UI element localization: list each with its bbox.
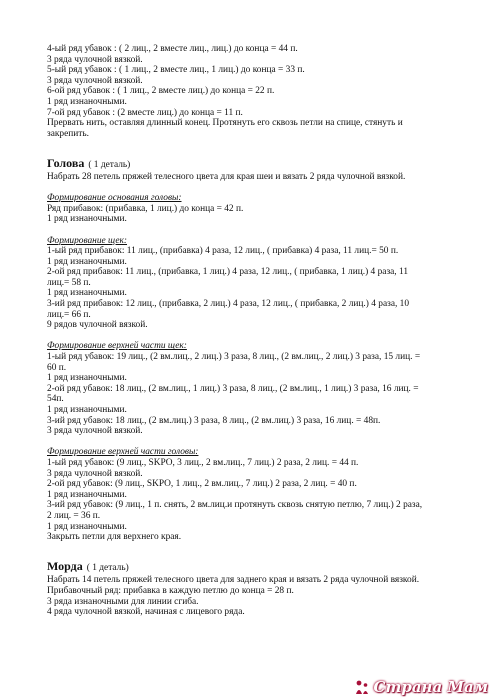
instruction-line: 1 ряд изнаночными. [47, 214, 127, 225]
instruction-line: закрепить. [47, 128, 90, 139]
section-title: Голова [47, 155, 85, 170]
instruction-line: 3 ряда чулочной вязкой. [47, 468, 143, 479]
instruction-line: 1 ряд изнаночными. [47, 489, 127, 500]
section-heading-snout [47, 557, 472, 575]
instruction-line: 3 ряда чулочной вязкой. [47, 54, 143, 65]
instruction-line: лиц.= 66 п. [47, 309, 91, 320]
instruction-line: 1 ряд изнаночными. [47, 373, 127, 384]
instruction-line: 3-ий ряд убавок: (9 лиц., 1 п. снять, 2 вм.лиц.и протянуть сквозь снятую петлю, 7 лиц.) 2 раза, [47, 500, 423, 511]
instruction-line: 3-ий ряд убавок: 18 лиц., (2 вм.лиц.) 3 раза, 8 лиц., (2 вм.лиц.) 3 раза, 16 лиц. = 48п. [47, 415, 381, 426]
top-instructions [47, 44, 472, 139]
instruction-line: 3-ий ряд прибавок: 12 лиц., (прибавка, 2 лиц.) 4 раза, 12 лиц., ( прибавка, 2 лиц.) 4 раза, 10 [47, 299, 410, 310]
instruction-line: Набрать 14 петель пряжей телесного цвета для заднего края и вязать 2 ряда чулочной вязкой. [47, 575, 420, 586]
subsection-title: Формирование основания головы: [47, 193, 182, 204]
instruction-line: 1 ряд изнаночными. [47, 288, 127, 299]
instruction-line: 54п. [47, 394, 64, 405]
instruction-line: 4 ряда чулочной вязкой, начиная с лицевого ряда. [47, 607, 245, 618]
instruction-line: 5-ый ряд убавок : ( 1 лиц., 2 вместе лиц., 1 лиц.) до конца = 33 п. [47, 65, 305, 76]
subsection-title: Формирование верхней части головы: [47, 447, 199, 458]
instruction-line: 60 п. [47, 362, 67, 373]
instruction-line: 2-ой ряд убавок: 18 лиц., (2 вм.лиц., 1 лиц.) 3 раза, 8 лиц., (2 вм.лиц., 1 лиц.) 3 раза, 16 лиц. = [47, 383, 419, 394]
instruction-line: 6-ой ряд убавок : ( 1 лиц., 2 вместе лиц.) до конца = 22 п. [47, 86, 275, 97]
instruction-line: 1 ряд изнаночными. [47, 256, 127, 267]
instruction-line: 9 рядов чулочной вязкой. [47, 320, 148, 331]
watermark [353, 678, 488, 696]
section-title: Морда [47, 559, 83, 574]
instruction-line: 1 ряд изнаночными. [47, 521, 127, 532]
instruction-line: 1-ый ряд убавок: 19 лиц., (2 вм.лиц., 2 лиц.) 3 раза, 8 лиц., (2 вм.лиц., 2 лиц.) 3 раза, 15 лиц. = [47, 352, 421, 363]
instruction-line: 7-ой ряд убавок : (2 вместе лиц.) до конца = 11 п. [47, 107, 243, 118]
instruction-line: 2-ой ряд прибавок: 11 лиц., (прибавка, 1 лиц.) 4 раза, 12 лиц., ( прибавка, 1 лиц.) 4 раза, 11 [47, 267, 409, 278]
instruction-line: Прервать нить, оставляя длинный конец. Протянуть его сквозь петли на спице, стянуть и [47, 118, 403, 129]
instruction-line: лиц.= 58 п. [47, 277, 91, 288]
instruction-line: 1 ряд изнаночными. [47, 96, 127, 107]
instruction-line: Набрать 28 петель пряжей телесного цвета для края шеи и вязать 2 ряда чулочной вязкой. [47, 171, 406, 182]
instruction-line: 1 ряд изнаночными. [47, 405, 127, 415]
instruction-line: 3 ряда чулочной вязкой. [47, 426, 143, 437]
instruction-line: 1-ый ряд прибавок: 11 лиц., (прибавка) 4 раза, 12 лиц., ( прибавка) 4 раза, 11 лиц.= 50 п. [47, 246, 399, 257]
section-heading-head [47, 154, 472, 172]
instruction-line: Ряд прибавок: (прибавка, 1 лиц.) до конца = 42 п. [47, 203, 244, 214]
instruction-line: 2-ой ряд убавок: (9 лиц., SKPO, 1 лиц., 2 вм.лиц., 7 лиц.) 2 раза, 2 лиц. = 40 п. [47, 479, 357, 490]
instruction-line: 3 ряда чулочной вязкой. [47, 75, 143, 86]
instruction-line: 4-ый ряд убавок : ( 2 лиц., 2 вместе лиц., лиц.) до конца = 44 п. [47, 44, 298, 54]
watermark-text: Страна Мам [373, 678, 488, 696]
instruction-line: Прибавочный ряд: прибавка в каждую петлю до конца = 28 п. [47, 585, 294, 596]
family-logo-icon [353, 678, 371, 696]
section-count: ( 1 деталь) [88, 159, 131, 170]
instruction-line: 3 ряда изнаночными для линии сгиба. [47, 596, 199, 607]
instruction-line: 2 лиц. = 36 п. [47, 510, 101, 521]
subsection-title: Формирование верхней части щек: [47, 341, 187, 352]
section-count: ( 1 деталь) [86, 563, 129, 574]
instruction-line: 1-ый ряд убавок: (9 лиц., SKPO, 3 лиц., 2 вм.лиц., 7 лиц.) 2 раза, 2 лиц. = 44 п. [47, 457, 359, 468]
instruction-line: Закрыть петли для верхнего края. [47, 532, 182, 543]
subsection-title: Формирование щек: [47, 235, 128, 246]
document-page [47, 44, 472, 618]
